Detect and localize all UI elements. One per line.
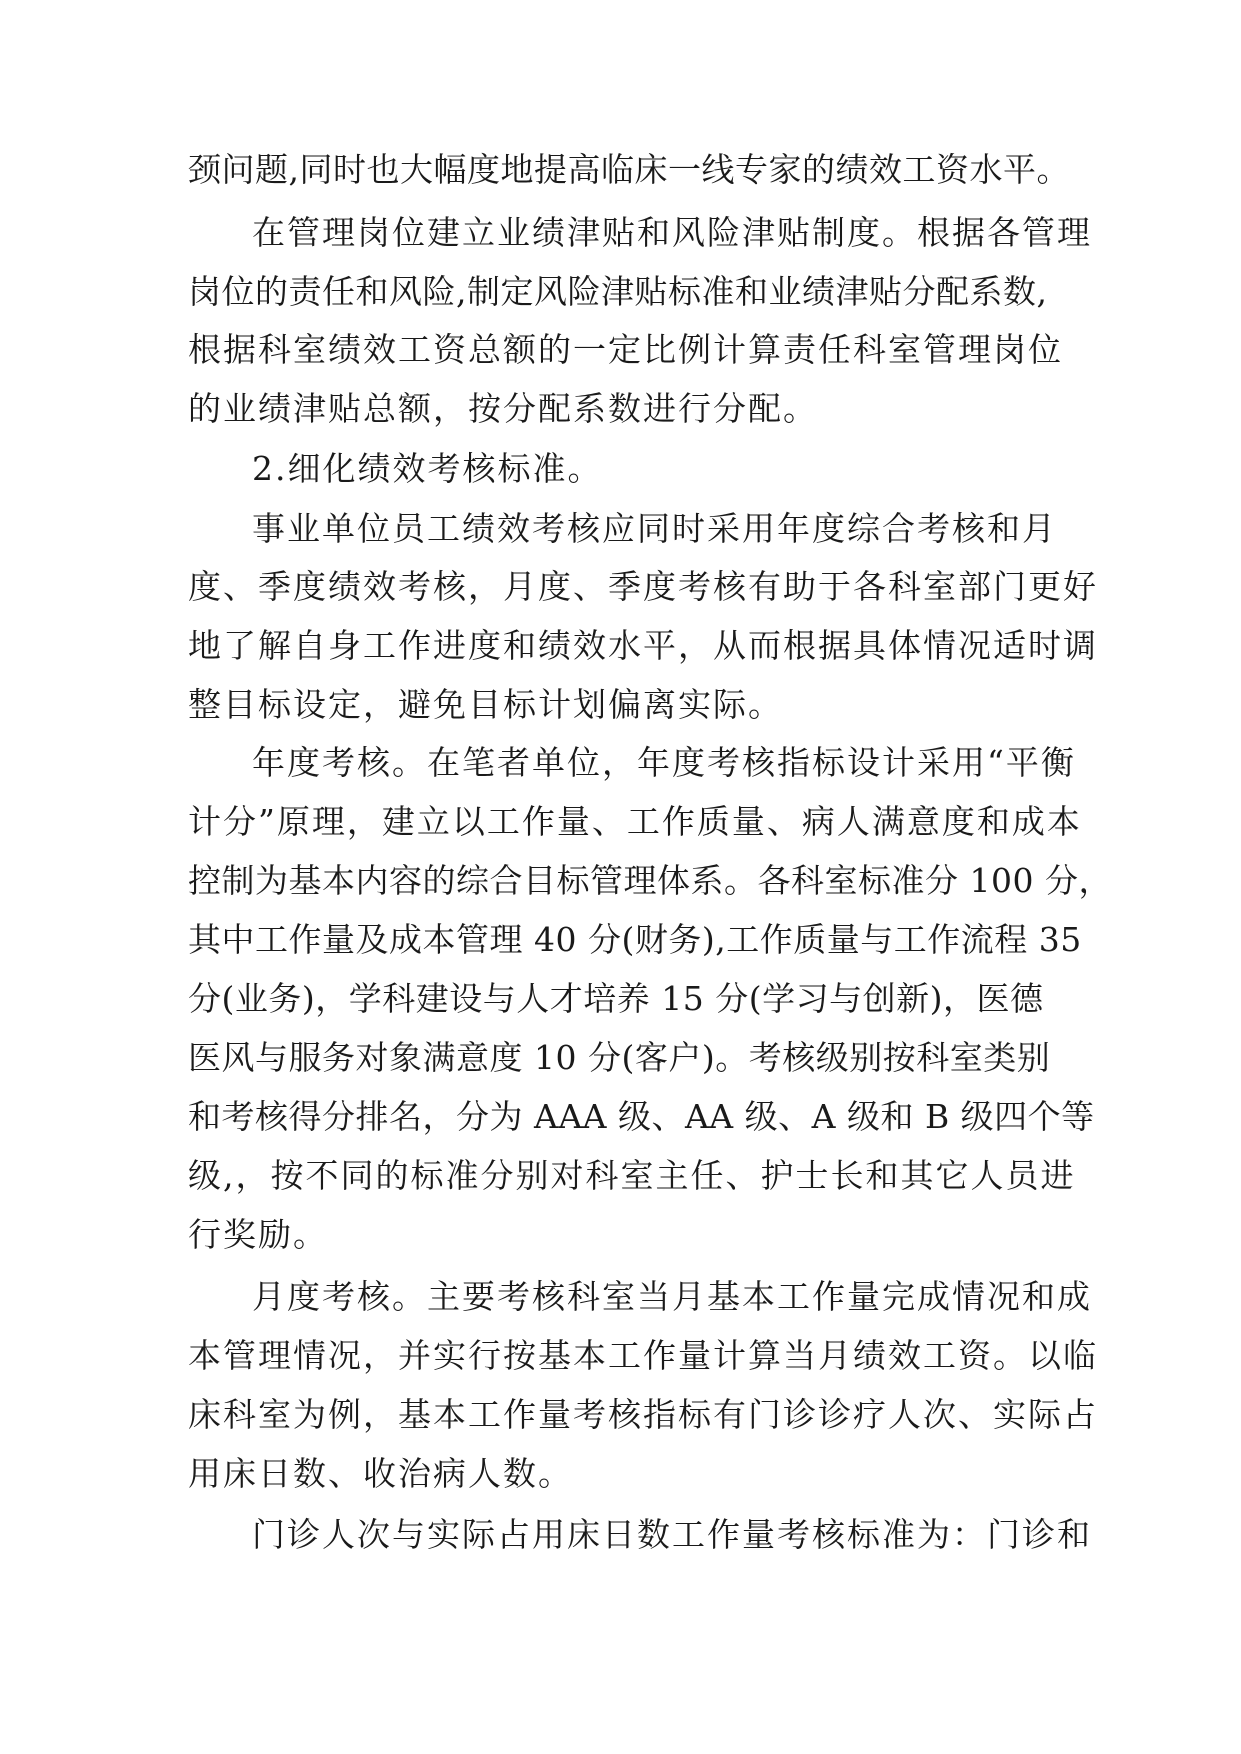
text-line: 床科室为例，基本工作量考核指标有门诊诊疗人次、实际占: [188, 1395, 1098, 1434]
text-line: 用床日数、收治病人数。: [188, 1454, 573, 1493]
text-line: 级,，按不同的标准分别对科室主任、护士长和其它人员进: [188, 1156, 1076, 1195]
text-line: 月度考核。主要考核科室当月基本工作量完成情况和成: [252, 1277, 1092, 1316]
text-line: 和考核得分排名，分为 AAA 级、AA 级、A 级和 B 级四个等: [188, 1097, 1095, 1136]
text-line: 度、季度绩效考核，月度、季度考核有助于各科室部门更好: [188, 567, 1098, 606]
text-line: 地了解自身工作进度和绩效水平，从而根据具体情况适时调: [188, 626, 1098, 665]
text-line: 整目标设定，避免目标计划偏离实际。: [188, 685, 783, 724]
text-line: 本管理情况，并实行按基本工作量计算当月绩效工资。以临: [188, 1336, 1098, 1375]
text-line: 的业绩津贴总额，按分配系数进行分配。: [188, 389, 818, 428]
text-line: 在管理岗位建立业绩津贴和风险津贴制度。根据各管理: [252, 213, 1092, 252]
text-line: 行奖励。: [188, 1215, 328, 1254]
text-line: 分(业务)，学科建设与人才培养 15 分(学习与创新)，医德: [188, 979, 1044, 1018]
text-line: 其中工作量及成本管理 40 分(财务),工作质量与工作流程 35: [188, 920, 1082, 959]
text-line: 计分”原理，建立以工作量、工作质量、病人满意度和成本: [188, 802, 1082, 841]
text-line: 年度考核。在笔者单位，年度考核指标设计采用“平衡: [252, 743, 1076, 782]
text-line: 岗位的责任和风险,制定风险津贴标准和业绩津贴分配系数,: [188, 272, 1048, 311]
text-line: 根据科室绩效工资总额的一定比例计算责任科室管理岗位: [188, 330, 1063, 369]
text-line: 门诊人次与实际占用床日数工作量考核标准为：门诊和: [252, 1515, 1092, 1554]
text-line: 颈问题,同时也大幅度地提高临床一线专家的绩效工资水平。: [188, 150, 1070, 189]
text-line: 事业单位员工绩效考核应同时采用年度综合考核和月: [252, 509, 1057, 548]
section-heading: 2.细化绩效考核标准。: [252, 449, 603, 488]
text-line: 医风与服务对象满意度 10 分(客户)。考核级别按科室类别: [188, 1038, 1051, 1077]
text-line: 控制为基本内容的综合目标管理体系。各科室标准分 100 分，: [188, 861, 1112, 900]
